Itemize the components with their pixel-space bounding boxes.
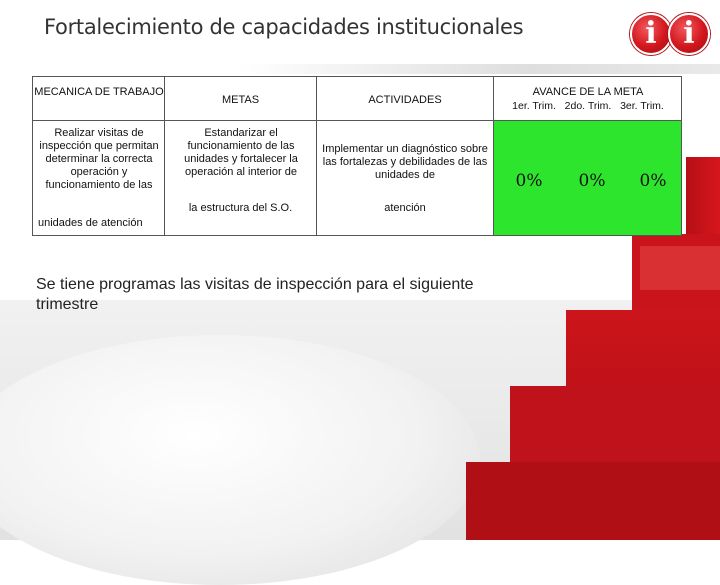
logo bbox=[628, 13, 714, 53]
header-actividades: ACTIVIDADES bbox=[368, 94, 442, 106]
avance-trim-2: 0% bbox=[578, 171, 606, 191]
header-divider bbox=[236, 64, 720, 74]
avance-trim-1: 0% bbox=[515, 171, 543, 191]
background-red-highlight bbox=[640, 246, 720, 290]
cell-metas: Estandarizar el funcionamiento de las unidades y fortalecer la operación al interior de bbox=[184, 127, 298, 178]
header-mecanica: MECANICA DE TRABAJO bbox=[34, 86, 164, 98]
cell-metas-cont: la estructura del S.O. bbox=[188, 202, 293, 214]
header-metas: METAS bbox=[221, 94, 260, 106]
header-divider-line bbox=[32, 120, 682, 121]
slide-title: Fortalecimiento de capacidades institucionales bbox=[44, 15, 524, 39]
info-icon: i bbox=[630, 13, 672, 55]
cell-actividades-cont: atención bbox=[384, 202, 426, 214]
cell-mecanica: Realizar visitas de inspección que permitan determinar la correcta operación y funcionamiento de las bbox=[39, 127, 159, 191]
progress-note: Se tiene programas las visitas de inspección para el siguiente trimestre bbox=[36, 276, 474, 313]
cell-actividades: Implementar un diagnóstico sobre las fortalezas y debilidades de las unidades de bbox=[322, 143, 488, 181]
avance-trim-3: 0% bbox=[639, 171, 667, 191]
header-avance: AVANCE DE LA META bbox=[532, 86, 644, 98]
goals-table bbox=[32, 76, 682, 236]
cell-mecanica-cont: unidades de atención bbox=[38, 217, 143, 229]
background-red-block bbox=[466, 462, 720, 540]
info-icon: i bbox=[668, 13, 710, 55]
header-trimestres: 1er. Trim. 2do. Trim. 3er. Trim. bbox=[512, 100, 664, 112]
